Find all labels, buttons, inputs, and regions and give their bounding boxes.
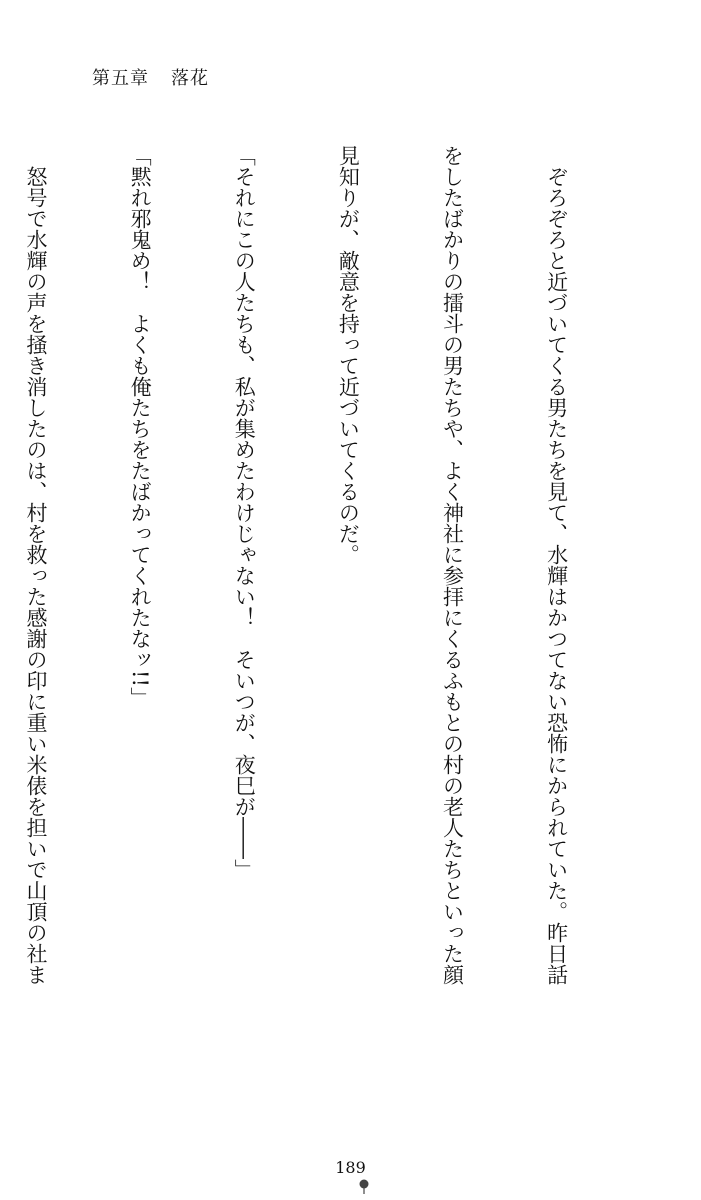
chapter-title: 落花 <box>171 68 209 89</box>
text-column: 「それにこの人たちも、私が集めたわけじゃない！ そいつが、夜巳が――」 <box>232 145 257 880</box>
vertical-body-text <box>0 145 643 1045</box>
text-column: をしたばかりの擂斗の男たちや、よく神社に参拝にくるふもとの村の老人たちといった顔 <box>440 145 465 985</box>
page-number: 189 <box>335 1158 366 1177</box>
flower-ornament-icon <box>358 1178 370 1194</box>
text-column: 怒号で水輝の声を掻き消したのは、村を救った感謝の印に重い米俵を担いで山頂の社ま <box>24 145 49 985</box>
chapter-number: 第五章 <box>92 68 149 89</box>
running-header <box>92 64 209 90</box>
text-column: ぞろぞろと近づいてくる男たちを見て、水輝はかつてない恐怖にかられていた。昨日話 <box>544 145 569 985</box>
text-column: 「黙れ邪鬼め！ よくも俺たちをたばかってくれたなッ!!」 <box>128 145 153 708</box>
text-column: 見知りが、敵意を持って近づいてくるのだ。 <box>336 145 361 565</box>
